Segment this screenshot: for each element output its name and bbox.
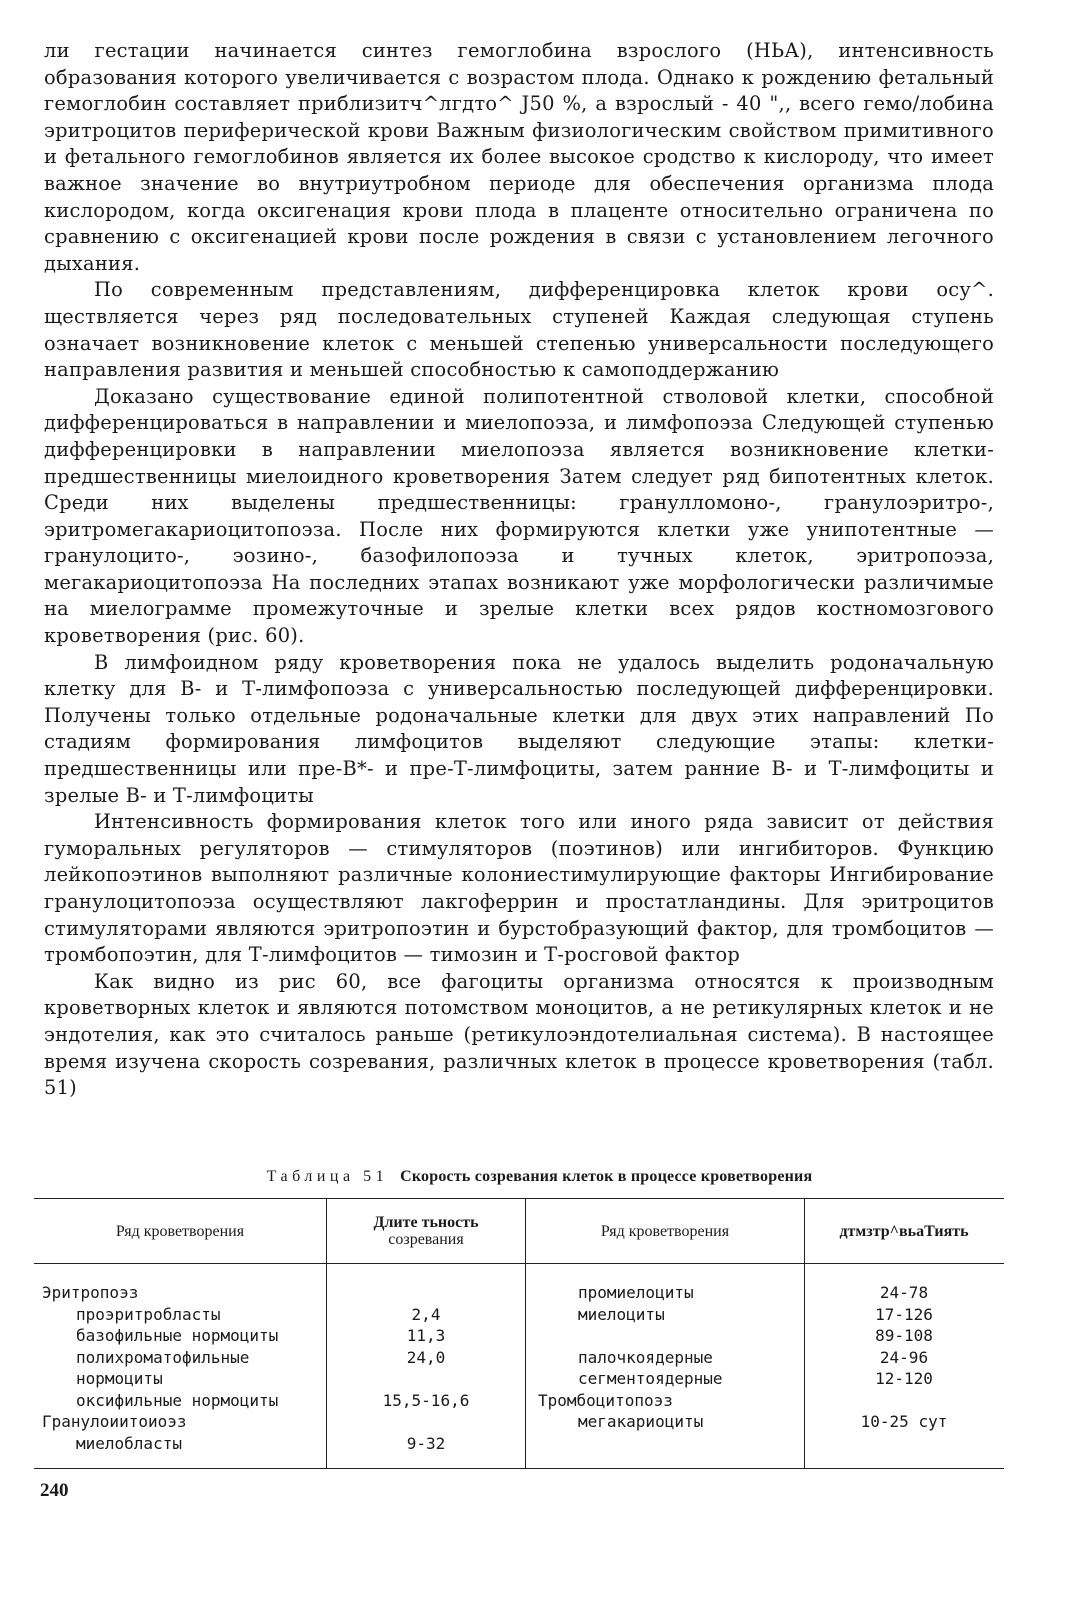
table-cell [327,1368,525,1390]
paragraph: Как видно из рис 60, все фагоциты организма относятся к производным кроветворных клеток и являются потомством моноцитов, а не ретикулярных клеток и не эндотелия, как это считалось раньше (ретикулоэндотелиальная система). В настоящее время изучена скорость созревания, различных клеток в процессе кроветворения (табл. 51) [44,969,994,1100]
right-values [804,1264,1003,1468]
header-duration-line2: созревания [388,1231,464,1248]
table-cell: 10-25 сут [860,1412,948,1431]
table-header [34,1199,1004,1264]
table-cell [327,1282,525,1304]
header-duration [326,1199,526,1263]
table-cell: сегментоядерные [578,1369,723,1388]
table-cell [327,1411,525,1433]
header-duration-line1: Длите тьность [373,1214,479,1231]
header-row-type-left: Ряд кроветворения [115,1222,245,1240]
header-duration-right: дтмзтр^вьаТиять [804,1199,1003,1263]
header-row-type-right: Ряд кроветворения [600,1222,730,1240]
table-cell: мегакариоциты [578,1412,704,1431]
table-cell: промиелоциты [578,1283,694,1302]
table-cell: Тромбоцитопоэз [538,1390,673,1410]
right-names [526,1264,804,1468]
table-cell: 11,3 [406,1326,446,1345]
table-cell: 24-96 [879,1347,929,1367]
table-label: Таблица 51 [266,1168,389,1185]
paragraph: Доказано существование единой полипотентной стволовой клетки, способной дифференцироваться в направлении и миелопоэза, и лимфопоэза Следующей ступенью дифференцировки в направлении миелопоэза является возникновение клетки-предшественницы миелоидного кроветворения Затем следует ряд бипотентных клеток. Среди них выделены предшественницы: гранулломоно-, гранулоэритро-, эритромегакариоцитопоэза. После них формируются клетки уже унипотентные — гранулоцито-, эозино-, базофилопоэза и тучных клеток, эритропоэза, мегакариоцитопоэза На последних этапах возникают уже морфологически различимые на миелограмме промежуточные и зрелые клетки всех рядов костномозгового кроветворения (рис. 60). [44,384,994,648]
table-cell: 15,5-16,6 [382,1390,470,1410]
table-cell: палочкоядерные [578,1347,713,1367]
table-cell: миелобласты [76,1433,182,1453]
table-cell: 2,4 [411,1304,441,1324]
table-cell: миелоциты [578,1304,665,1324]
paragraph: По современным представлениям, дифференцировка клеток крови осу^. ществляется через ряд последовательных ступеней Каждая следующая ступень означает возникновение клеток с меньшей степенью универсальности последующего направления развития и меньшей способностью к самоподдержанию [44,278,994,382]
table-cell: 9-32 [406,1433,446,1453]
paragraph: ли гестации начинается синтез гемоглобина взрослого (НЬА), интенсивность образования которого увеличивается с возрастом плода. Однако к рождению фетальный гемоглобин составляет приблизитч^лгдто^ J50 %, а взрослый - 40 ",, всего гемо/лобина эритроцитов периферической крови Важным физиологическим свойством примитивного и фетального гемоглобинов является их более высокое сродство к кислороду, что имеет важное значение во внутриутробном периоде для обеспечения организма плода кислородом, когда оксигенация крови плода в плаценте относительно ограничена по сравнению с оксигенацией крови после рождения в связи с установлением легочного дыхания. [44,39,994,275]
table-cell [805,1390,1003,1412]
paragraph: Интенсивность формирования клеток того или иного ряда зависит от действия гуморальных регуляторов — стимуляторов (поэтинов) или ингибиторов. Функцию лейкопоэтинов выполняют различные колониестимулирующие факторы Ингибирование гранулоцитопоэза осуществляют лакгоферрин и простатландины. Для эритроцитов стимуляторами являются эритропоэтин и бурстобразующий фактор, для тромбоцитов — тромбопоэтин, для Т-лимфоцитов — тимозин и Т-росговой фактор [44,810,994,967]
table-cell [526,1325,804,1347]
table-cell: 89-108 [875,1326,933,1345]
text-body [44,38,994,1102]
table-cell: базофильные нормоциты [76,1326,279,1345]
maturation-table [34,1198,1004,1469]
table-cell: нормоциты [76,1369,163,1388]
table-cell: 24,0 [406,1347,446,1367]
page-number: 240 [40,1480,69,1501]
table-cell: полихроматофильные [76,1347,250,1367]
table-cell: 12-120 [875,1369,933,1388]
table-title: Скорость созревания клеток в процессе кроветворения [400,1168,813,1185]
left-values [326,1264,526,1468]
table-cell: Гранулоиитоиоэз [42,1412,187,1431]
left-names [34,1264,326,1468]
table-cell: проэритробласты [76,1304,221,1324]
table-cell: 24-78 [879,1283,929,1302]
table-cell: Эритропоэз [42,1283,139,1302]
table-cell: 17-126 [875,1304,933,1324]
table-caption [0,1168,1079,1186]
table-cell: оксифильные нормоциты [76,1390,279,1410]
table-body [34,1264,1004,1468]
paragraph: В лимфоидном ряду кроветворения пока не удалось выделить родоначальную клетку для В- и Т-лимфопоэза с универсальностью последующей дифференцировки. Получены только отдельные родоначальные клетки для двух этих направлений По стадиям формирования лимфоцитов выделяют следующие этапы: клетки-предшественницы или пре-В*- и пре-Т-лимфоциты, затем ранние В- и Т-лимфоциты и зрелые В- и Т-лимфоциты [44,650,994,807]
